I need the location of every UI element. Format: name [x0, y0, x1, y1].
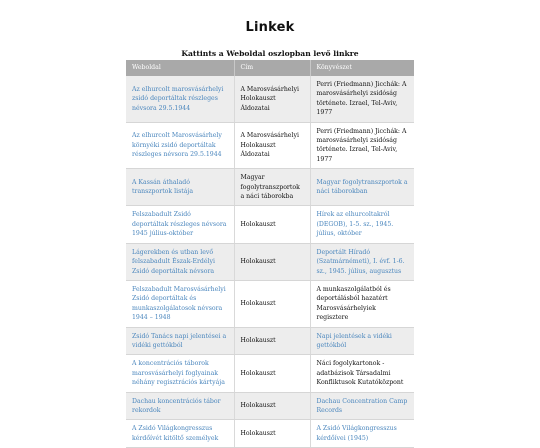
- cell-konyveszet: [310, 420, 414, 448]
- weboldal-link[interactable]: Dachau koncentrációs tábor rekordok: [132, 397, 221, 414]
- cell-cim: Holokauszt: [234, 280, 310, 327]
- table-row: [126, 169, 414, 206]
- konyveszet-link[interactable]: A Zsidó Világkongresszus kérdőívei (1945): [316, 425, 397, 442]
- cell-cim: A Marosvásárhelyi Holokauszt Áldozatai: [234, 76, 310, 122]
- table-header-row: [126, 60, 414, 76]
- column-header-konyveszet: Könyvészet: [310, 60, 414, 76]
- table-row: [126, 76, 414, 122]
- cell-cim: Holokauszt: [234, 355, 310, 392]
- cell-weboldal: [126, 280, 234, 327]
- cell-weboldal: [126, 206, 234, 243]
- cell-weboldal: [126, 122, 234, 169]
- page-subtitle: Kattints a Weboldal oszlopban levő linkre: [181, 49, 359, 58]
- table-row: [126, 280, 414, 327]
- cell-cim: Holokauszt: [234, 206, 310, 243]
- cell-konyveszet: A munkaszolgálatból és deportálásból hazatért Marosvásárhelyiek regisztere: [310, 280, 414, 327]
- table-row: [126, 327, 414, 355]
- weboldal-link[interactable]: Felszabadult Zsidó deportáltak részleges névsora 1945 július-október: [132, 211, 227, 238]
- cell-cim: Magyar fogolytranszportok a náci táborokba: [234, 169, 310, 206]
- cell-weboldal: [126, 420, 234, 448]
- page-title: Linkek: [245, 20, 295, 35]
- cell-weboldal: [126, 76, 234, 122]
- cell-konyveszet: Perri (Friedmann) Jicchák: A marosvásárhelyi zsidóság története. Izrael, Tel-Aviv, 1977: [310, 76, 414, 122]
- cell-konyveszet: [310, 392, 414, 420]
- weboldal-link[interactable]: Lágerekben és utban levő felszabadult Észak-Erdélyi Zsidó deportáltak névsora: [132, 248, 216, 275]
- weboldal-link[interactable]: Az elhurcolt marosvásárhelyi zsidó deportáltak részleges névsora 29.5.1944: [132, 85, 224, 112]
- cell-konyveszet: [310, 243, 414, 280]
- column-header-cim: Cím: [234, 60, 310, 76]
- column-header-weboldal: Weboldal: [126, 60, 234, 76]
- weboldal-link[interactable]: A Kassán áthaladó transzportok listája: [132, 178, 194, 196]
- konyveszet-link[interactable]: Deportált Híradó (Szatmárnémeti), I. évf. 1-6. sz., 1945. július, augusztus: [316, 248, 405, 275]
- table-row: [126, 392, 414, 420]
- weboldal-link[interactable]: Az elhurcolt Marosvásárhely környéki zsidó deportáltak részleges névsora 29.5.1944: [132, 132, 222, 159]
- table-row: [126, 122, 414, 169]
- cell-konyveszet: [310, 327, 414, 355]
- konyveszet-link[interactable]: Magyar fogolytranszportok a náci táborokban: [316, 178, 408, 196]
- links-table-container: [126, 60, 414, 448]
- cell-konyveszet: [310, 206, 414, 243]
- weboldal-link[interactable]: Zsidó Tanács napi jelentései a vidéki gettókból: [132, 332, 227, 349]
- cell-weboldal: [126, 392, 234, 420]
- cell-weboldal: [126, 327, 234, 355]
- table-row: [126, 243, 414, 280]
- cell-cim: Holokauszt: [234, 420, 310, 448]
- cell-cim: Holokauszt: [234, 243, 310, 280]
- konyveszet-link[interactable]: Dachau Concentration Camp Records: [316, 397, 408, 414]
- cell-cim: Holokauszt: [234, 327, 310, 355]
- konyveszet-link[interactable]: Napi jelentések a vidéki gettókból: [316, 332, 392, 349]
- weboldal-link[interactable]: A koncentrációs táborok marosvásárhelyi foglyainak néhány regisztrációs kártyája: [132, 360, 225, 387]
- cell-konyveszet: Náci fogolykartonok - adatbázisok Társadalmi Konfliktusok Kutatóközpont: [310, 355, 414, 392]
- cell-cim: A Marosvásárhelyi Holokauszt Áldozatai: [234, 122, 310, 169]
- weboldal-link[interactable]: A Zsidó Világkongresszus kérdőívét kitöltő személyek: [132, 425, 219, 442]
- konyveszet-link[interactable]: Hírek az elhurcoltakról (DEGOB), 1-5. sz., 1945. július, október: [316, 211, 394, 238]
- weboldal-link[interactable]: Felszabadult Marosvásárhelyi Zsidó deportáltak és munkaszolgálatosok névsora 1944 – 1948: [132, 285, 226, 322]
- table-row: [126, 420, 414, 448]
- links-table: [126, 60, 414, 448]
- cell-konyveszet: [310, 169, 414, 206]
- cell-weboldal: [126, 169, 234, 206]
- cell-konyveszet: Perri (Friedmann) Jicchák: A marosvásárhelyi zsidóság története. Izrael, Tel-Aviv, 1977: [310, 122, 414, 169]
- table-row: [126, 355, 414, 392]
- cell-weboldal: [126, 243, 234, 280]
- cell-cim: Holokauszt: [234, 392, 310, 420]
- table-row: [126, 206, 414, 243]
- cell-weboldal: [126, 355, 234, 392]
